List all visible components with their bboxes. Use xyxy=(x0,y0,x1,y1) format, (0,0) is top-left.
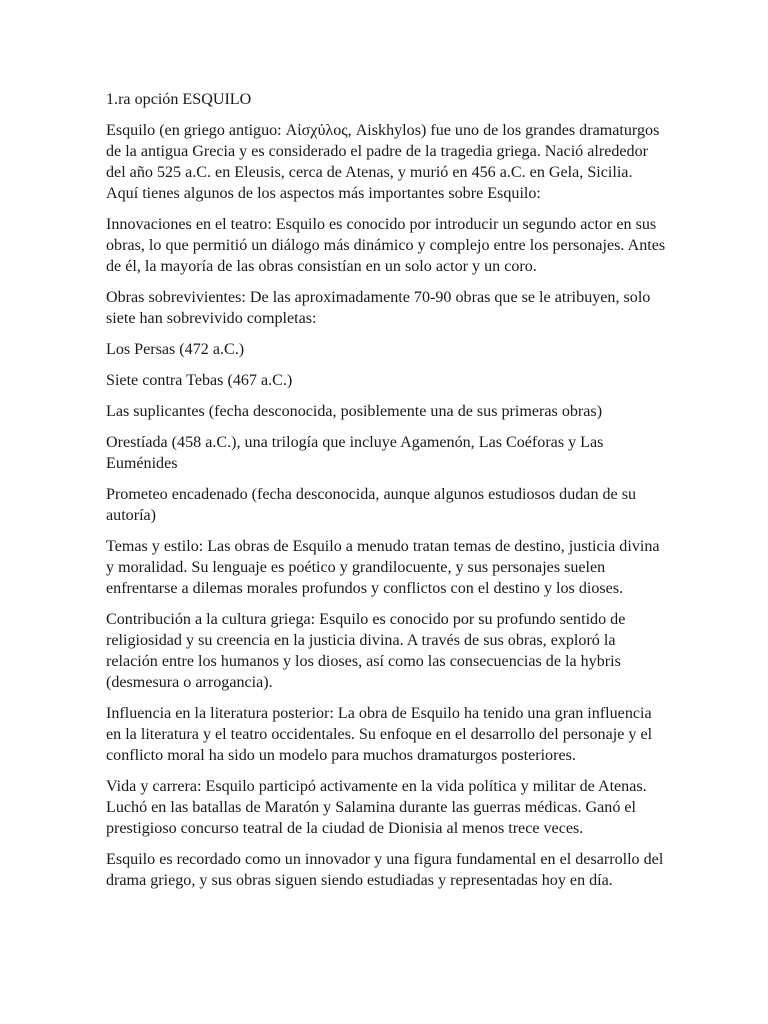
contribution-paragraph: Contribución a la cultura griega: Esquilo es conocido por su profundo sentido de religiosidad y su creencia en la justicia divina. A través de sus obras, exploró la relación entre los humanos y los dioses, así como las consecuencias de la hybris (desmesura o arrogancia). xyxy=(106,611,626,691)
life-career-paragraph: Vida y carrera: Esquilo participó activamente en la vida política y militar de Atenas. Luchó en las batallas de Maratón y Salamina durante las guerras médicas. Ganó el prestigioso concurso teatral de la ciudad de Dionisia al menos trece veces. xyxy=(106,778,647,837)
work-item-las-suplicantes: Las suplicantes (fecha desconocida, posiblemente una de sus primeras obras) xyxy=(106,403,603,420)
innovations-paragraph: Innovaciones en el teatro: Esquilo es conocido por introducir un segundo actor en sus obras, lo que permitió un diálogo más dinámico y complejo entre los personajes. Antes de él, la mayoría de las obras consistían en un solo actor y un coro. xyxy=(106,216,666,275)
intro-paragraph: Esquilo (en griego antiguo: Αἰσχύλος, Aiskhylos) fue uno de los grandes dramaturgos de la antigua Grecia y es considerado el padre de la tragedia griega. Nació alrededor del año 525 a.C. en Eleusis, cerca de Atenas, y murió en 456 a.C. en Gela, Sicilia. Aquí tienes algunos de los aspectos más importantes sobre Esquilo: xyxy=(106,122,660,202)
conclusion-paragraph: Esquilo es recordado como un innovador y una figura fundamental en el desarrollo del drama griego, y sus obras siguen siendo estudiadas y representadas hoy en día. xyxy=(106,851,664,889)
document-page xyxy=(106,89,666,901)
influence-paragraph: Influencia en la literatura posterior: La obra de Esquilo ha tenido una gran influencia en la literatura y el teatro occidentales. Su enfoque en el desarrollo del personaje y el conflicto moral ha sido un modelo para muchos dramaturgos posteriores. xyxy=(106,705,653,764)
work-item-orestiada: Orestíada (458 a.C.), una trilogía que incluye Agamenón, Las Coéforas y Las Euménides xyxy=(106,434,604,472)
themes-style-paragraph: Temas y estilo: Las obras de Esquilo a menudo tratan temas de destino, justicia divina y moralidad. Su lenguaje es poético y grandilocuente, y sus personajes suelen enfrentarse a dilemas morales profundos y conflictos con el destino y los dioses. xyxy=(106,538,660,597)
work-item-prometeo-encadenado: Prometeo encadenado (fecha desconocida, aunque algunos estudiosos dudan de su autoría) xyxy=(106,486,637,524)
work-item-siete-contra-tebas: Siete contra Tebas (467 a.C.) xyxy=(106,372,293,389)
work-item-los-persas: Los Persas (472 a.C.) xyxy=(106,341,245,358)
document-heading: 1.ra opción ESQUILO xyxy=(106,91,252,108)
surviving-works-paragraph: Obras sobrevivientes: De las aproximadamente 70-90 obras que se le atribuyen, solo siete han sobrevivido completas: xyxy=(106,289,651,327)
